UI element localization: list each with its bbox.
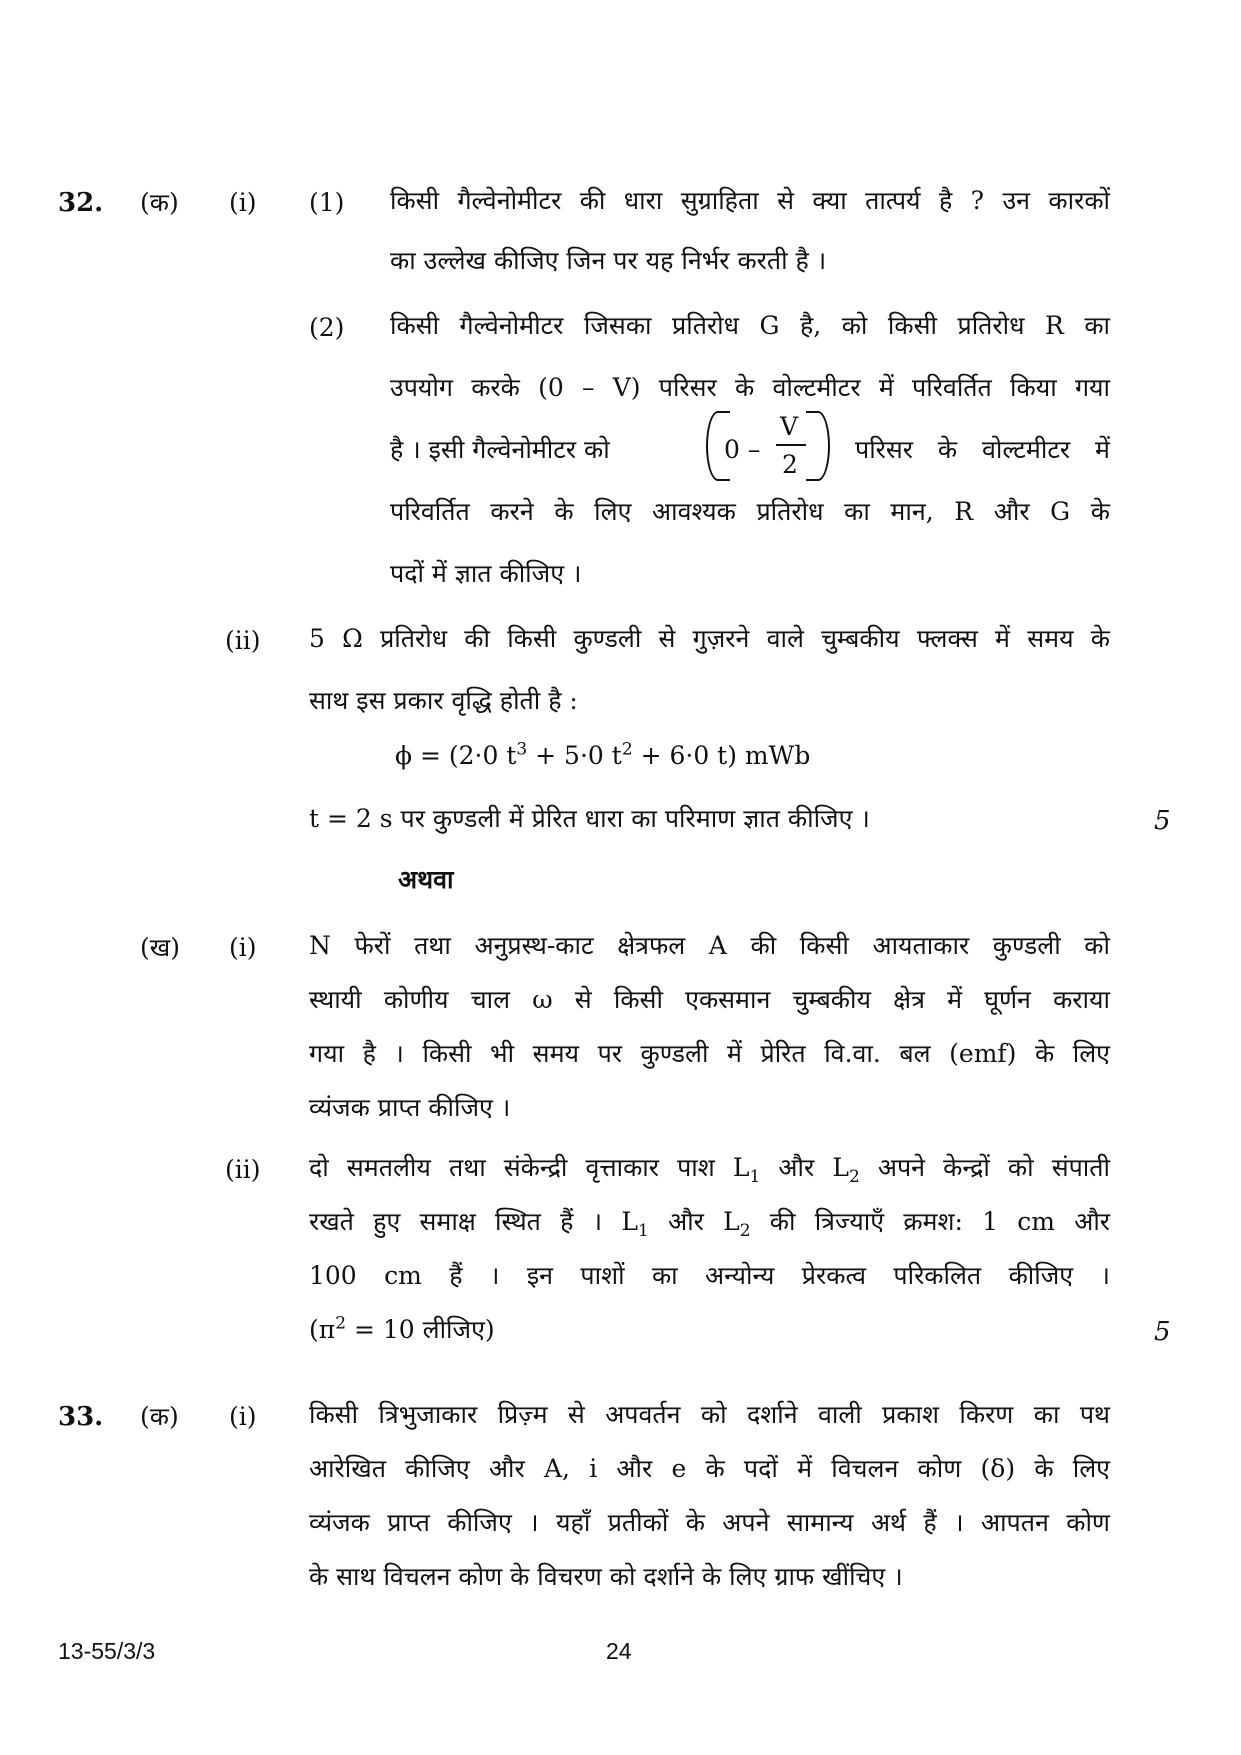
q32a-i-2-line5: पदों में ज्ञात कीजिए ।	[390, 559, 582, 588]
q32-part-a-label: (क)	[140, 188, 179, 217]
right-paren	[806, 411, 830, 481]
fraction-denominator: 2	[782, 450, 798, 479]
flux-equation: ϕ = (2·0 $t^3 + 5\cdot 0$ $t^2 + 6\cdot 0$ t) mWb	[395, 739, 811, 770]
paper-code: 13-55/3/3	[58, 1638, 156, 1664]
q32a-ii-line2: साथ इस प्रकार वृद्धि होती है :	[309, 686, 578, 715]
q32-part-b-label: (ख)	[140, 933, 180, 962]
q32a-ii-line3: t = 2 s पर कुण्डली में प्रेरित धारा का परिमाण ज्ञात कीजिए ।	[309, 804, 870, 833]
q32a-ii-label: (ii)	[225, 626, 261, 655]
q32b-ii-line3: 100 cm हैं । इन पाशों का अन्योन्य प्रेरकत्व परिकलित कीजिए ।	[309, 1261, 1110, 1290]
q33a-i-line2: आरेखित कीजिए और A, i और e के पदों में विचलन कोण (δ) के लिए	[309, 1454, 1110, 1483]
q32b-ii-label: (ii)	[225, 1155, 261, 1184]
q32b-i-label: (i)	[229, 933, 257, 962]
q32a-i-label: (i)	[229, 188, 257, 217]
q32a-i-2-line3-post: परिसर के वोल्टमीटर में	[855, 435, 1110, 464]
q32a-i-2-line2: उपयोग करके (0 – V) परिसर के वोल्टमीटर में परिवर्तित किया गया	[390, 373, 1110, 402]
q32b-marks: 5	[1154, 1317, 1171, 1347]
q32a-i-1-line1: किसी गैल्वेनोमीटर की धारा सुग्राहिता से क्या तात्पर्य है ? उन कारकों	[390, 186, 1110, 215]
q32a-ii-line1: 5 Ω प्रतिरोध की किसी कुण्डली से गुज़रने वाले चुम्बकीय फ्लक्स में समय के	[309, 624, 1110, 653]
q32a-marks: 5	[1154, 806, 1171, 836]
q32b-i-line1: N फेरों तथा अनुप्रस्थ-काट क्षेत्रफल A की किसी आयताकार कुण्डली को	[309, 931, 1110, 960]
q32b-i-line2: स्थायी कोणीय चाल ω से किसी एकसमान चुम्बकीय क्षेत्र में घूर्णन कराया	[309, 985, 1110, 1014]
q33a-i-label: (i)	[229, 1402, 257, 1431]
q32a-i-2-line3-pre: है । इसी गैल्वेनोमीटर को	[390, 435, 610, 464]
q33a-i-line1: किसी त्रिभुजाकार प्रिज़्म से अपवर्तन को दर्शाने वाली प्रकाश किरण का पथ	[309, 1400, 1110, 1429]
q33a-i-line4: के साथ विचलन कोण के विचरण को दर्शाने के लिए ग्राफ खींचिए ।	[309, 1562, 903, 1591]
fraction-numerator: V	[780, 412, 799, 441]
question-33-number: 33.	[58, 1402, 104, 1432]
q32b-i-line3: गया है । किसी भी समय पर कुण्डली में प्रेरित वि.वा. बल (emf) के लिए	[309, 1039, 1110, 1068]
q32b-i-line4: व्यंजक प्राप्त कीजिए ।	[309, 1093, 511, 1122]
question-32-number: 32.	[58, 188, 104, 218]
q32a-i-2-label: (2)	[309, 313, 345, 342]
q32a-i-2-line4: परिवर्तित करने के लिए आवश्यक प्रतिरोध का मान, R और G के	[390, 497, 1110, 526]
q32b-ii-line2: रखते हुए समाक्ष स्थित हैं । $L_1$ और $L_2$ की त्रिज्याएँ क्रमश: 1 cm और	[309, 1207, 1111, 1241]
q32a-i-1-label: (1)	[309, 188, 345, 217]
q33a-i-line3: व्यंजक प्राप्त कीजिए । यहाँ प्रतीकों के अपने सामान्य अर्थ हैं । आपतन कोण	[309, 1508, 1110, 1537]
q32a-i-1-line2: का उल्लेख कीजिए जिन पर यह निर्भर करती है ।	[390, 246, 827, 275]
q32a-i-2-line1: किसी गैल्वेनोमीटर जिसका प्रतिरोध G है, को किसी प्रतिरोध R का	[390, 311, 1110, 340]
fraction-lead: 0 –	[724, 435, 761, 464]
page-number: 24	[606, 1638, 632, 1664]
q32b-ii-line4: ($\pi^2 = 10$ लीजिए)	[309, 1313, 495, 1344]
q33-part-a-label: (क)	[140, 1402, 179, 1431]
q32b-ii-line1: दो समतलीय तथा संकेन्द्री वृत्ताकार पाश $L_1$ और $L_2$ अपने केन्द्रों को संपाती	[309, 1153, 1110, 1187]
or-separator: अथवा	[398, 865, 454, 894]
fraction-bar	[776, 444, 806, 446]
